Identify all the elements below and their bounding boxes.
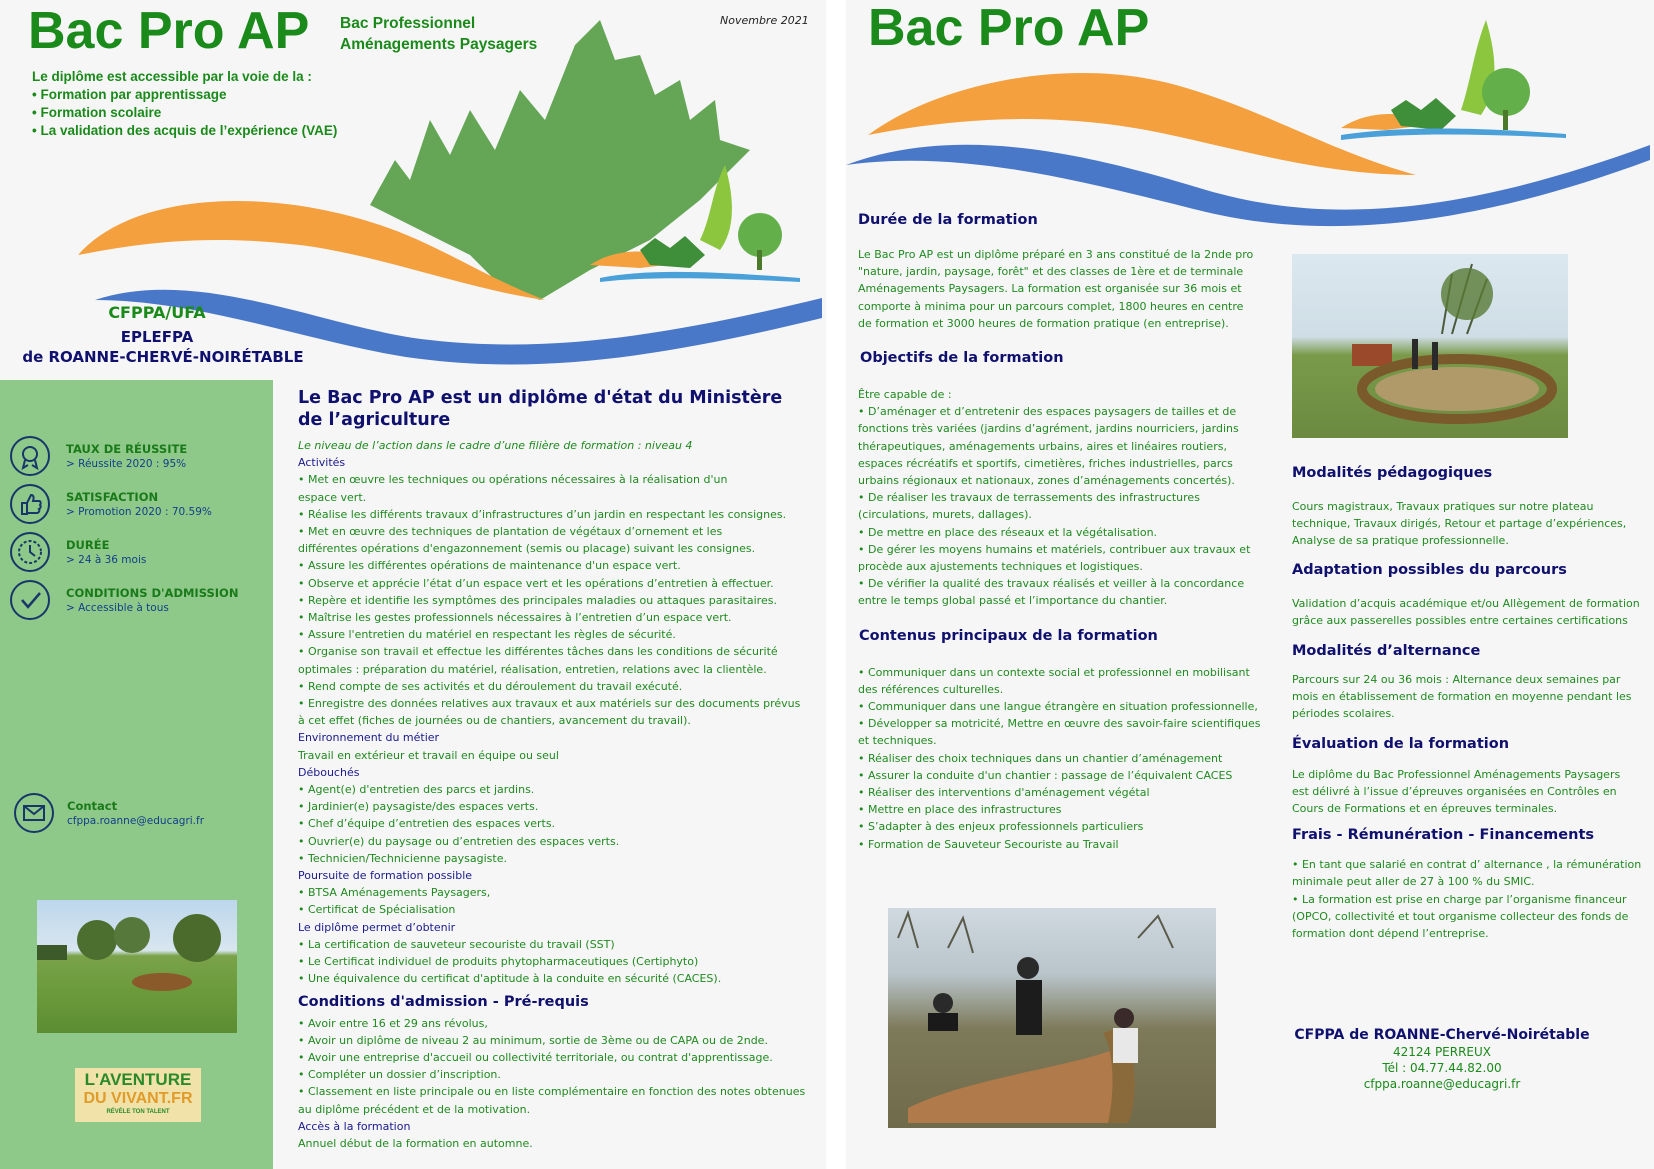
acces-text: Annuel début de la formation en automne. <box>298 1136 533 1150</box>
alternance-text <box>1292 671 1647 723</box>
evaluation-text <box>1292 766 1647 818</box>
alternance-title: Modalités d’alternance <box>1292 643 1481 660</box>
list-item: • Communiquer dans une langue étrangère en situation professionnelle, <box>858 700 1258 714</box>
list-item: • Technicien/Technicienne paysagiste. <box>298 851 507 865</box>
list-item: • Avoir un diplôme de niveau 2 au minimum, sortie de 3ème ou de CAPA ou de 2nde. <box>298 1033 768 1047</box>
text-line: grâce aux passerelles possibles entre certaines certifications <box>1292 613 1628 627</box>
contact-email[interactable]: cfppa.roanne@educagri.fr <box>67 815 205 827</box>
stat-value: > 24 à 36 mois <box>66 554 147 566</box>
list-item: • Réaliser des interventions d'aménagement végétal <box>858 786 1150 800</box>
list-item: • Une équivalence du certificat d'aptitude à la conduite en sécurité (CACES). <box>298 972 722 986</box>
main-heading-line1: Le Bac Pro AP est un diplôme d'état du Ministère <box>298 388 783 408</box>
text-line: Cours magistraux, Travaux pratiques sur notre plateau <box>1292 500 1594 513</box>
text-line: (OPCO, collectivité et tout organisme collecteur des fonds de <box>1292 909 1629 923</box>
duree-text <box>858 246 1258 332</box>
right-column <box>1292 465 1647 942</box>
list-item: • Classement en liste principale ou en liste complémentaire en fonction des notes obtenues <box>298 1085 806 1099</box>
list-item: optimales : préparation du matériel, réalisation, entretien, relations avec la clientèle. <box>298 662 767 676</box>
list-item: • De réaliser les travaux de terrassements des infrastructures <box>858 491 1200 505</box>
footer-tel: Tél : 04.77.44.82.00 <box>1382 1061 1502 1075</box>
list-item: thérapeutiques, aménagements urbains, aires et linéaires routiers, <box>858 439 1227 453</box>
list-item: • Agent(e) d'entretien des parcs et jardins. <box>298 783 535 797</box>
stat-value: > Accessible à tous <box>66 602 169 614</box>
org-line1: CFPPA/UFA <box>108 303 206 322</box>
list-item: • Jardinier(e) paysagiste/des espaces verts. <box>298 800 539 814</box>
modalites-title: Modalités pédagogiques <box>1292 465 1493 481</box>
text-line: Le Bac Pro AP est un diplôme préparé en 3 ans constitué de la 2nde pro <box>858 248 1254 261</box>
list-item: • Formation de Sauveteur Secouriste au Travail <box>858 837 1119 851</box>
list-item: différentes opérations d'engazonnement (semis ou placage) suivant les consignes. <box>298 542 756 556</box>
text-line: est délivré à l’issue d’épreuves organisées en Contrôles en <box>1292 784 1617 798</box>
contenus-title: Contenus principaux de la formation <box>859 627 1158 644</box>
org-block <box>0 303 326 367</box>
conditions-title: Conditions d'admission - Pré-requis <box>298 993 589 1010</box>
activities-title: Activités <box>298 456 346 470</box>
contenus-list <box>858 664 1261 853</box>
stat-value: > Réussite 2020 : 95% <box>66 458 187 470</box>
main-heading <box>298 387 823 431</box>
list-item: • BTSA Aménagements Paysagers, <box>298 886 491 900</box>
stat-label: SATISFACTION <box>66 490 159 504</box>
debouches-title: Débouchés <box>298 765 360 779</box>
list-item: urbains régionaux et nationaux, zones d’aménagements concertés). <box>858 474 1235 488</box>
activities-list <box>298 471 823 729</box>
list-item: • Communiquer dans un contexte social et professionnel en mobilisant <box>858 665 1250 679</box>
stat-label: TAUX DE RÉUSSITE <box>66 442 188 456</box>
list-item: • Observe et apprécie l’état d’un espace vert et les opérations d’entretien à effectuer. <box>298 576 774 590</box>
text-line: mois en établissement de formation en moyenne pendant les <box>1292 690 1632 704</box>
modalites-text <box>1292 498 1647 550</box>
permet-title: Le diplôme permet d’obtenir <box>298 920 456 934</box>
stat-value: > Promotion 2020 : 70.59% <box>66 506 212 518</box>
list-item: • Le Certificat individuel de produits phytopharmaceutiques (Certiphyto) <box>298 955 699 969</box>
list-item: (circulations, murets, dallages). <box>858 508 1032 522</box>
list-item: • Assure les différentes opérations de maintenance d'un espace vert. <box>298 559 681 573</box>
list-item: • Organise son travail et effectue les différentes tâches dans les conditions de sécurité <box>298 645 778 659</box>
subtitle-line2: Aménagements Paysagers <box>340 36 538 53</box>
list-item: • Enregistre des données relatives aux travaux et aux matériels sur des documents prévus <box>298 697 801 711</box>
env-text: Travail en extérieur et travail en équipe ou seul <box>298 748 559 762</box>
org-line2: EPLEFPA <box>120 328 194 346</box>
aventure-du-vivant-logo <box>75 1068 201 1122</box>
list-item: • Réaliser des choix techniques dans un chantier d’aménagement <box>858 751 1223 765</box>
footer-city: 42124 PERREUX <box>1392 1045 1492 1059</box>
list-item: • Certificat de Spécialisation <box>298 903 456 917</box>
permet-list <box>298 936 823 988</box>
list-item: • Repère et identifie les symptômes des principales maladies ou attaques parasitaires. <box>298 593 777 607</box>
main-heading-line2: de l’agriculture <box>298 410 451 430</box>
text-line: formation dont dépend l’entreprise. <box>1292 927 1489 941</box>
list-item: • Met en œuvre les techniques ou opérations nécessaires à la réalisation d'un <box>298 473 728 487</box>
checkmark-icon <box>10 580 50 620</box>
list-item: • D’aménager et d’entretenir des espaces paysagers de tailles et de <box>858 405 1237 419</box>
list-item: • Rend compte de ses activités et du déroulement du travail exécuté. <box>298 679 683 693</box>
small-landscape-emblem <box>1341 20 1566 140</box>
subtitle-line1: Bac Professionnel <box>340 15 476 32</box>
list-item: • Chef d’équipe d’entretien des espaces verts. <box>298 817 556 831</box>
list-item: et techniques. <box>858 734 937 748</box>
clock-icon <box>10 532 50 572</box>
list-item: fonctions très variées (jardins d’agrément, jardins nourriciers, jardins <box>858 422 1239 436</box>
adaptation-title: Adaptation possibles du parcours <box>1292 561 1567 578</box>
text-line: de formation et 3000 heures de formation pratique (en entreprise). <box>858 316 1229 330</box>
org-line3: de ROANNE-CHERVÉ-NOIRÉTABLE <box>22 348 304 366</box>
text-line: comporte à minima pour un parcours complet, 1800 heures en centre <box>858 299 1244 313</box>
brand-title: Bac Pro AP <box>28 2 310 60</box>
main-column <box>298 387 823 1152</box>
list-item: • De gérer les moyens humains et matériels, contribuer aux travaux et <box>858 542 1251 556</box>
text-line: • En tant que salarié en contrat d’ alternance , la rémunération <box>1292 858 1642 872</box>
level-text: Le niveau de l’action dans le cadre d’une filière de formation : niveau 4 <box>298 439 693 452</box>
poursuite-list <box>298 884 823 918</box>
access-list <box>32 68 337 140</box>
students-working-photo <box>888 908 1216 1128</box>
access-item: • La validation des acquis de l’expérience (VAE) <box>32 123 338 138</box>
list-item: des références culturelles. <box>858 682 1004 696</box>
logo-line3: RÉVÈLE TON TALENT <box>106 1109 170 1115</box>
text-line: Cours de Formations et en épreuves terminales. <box>1292 802 1558 816</box>
debouches-list <box>298 781 823 867</box>
objectifs-title: Objectifs de la formation <box>860 350 1064 367</box>
list-item: • Avoir une entreprise d'accueil ou collectivité territoriale, ou contrat d'apprentissage. <box>298 1050 773 1064</box>
adaptation-text <box>1292 595 1647 629</box>
date-label: Novembre 2021 <box>720 14 809 27</box>
text-line: périodes scolaires. <box>1292 707 1395 721</box>
list-item: • Avoir entre 16 et 29 ans révolus, <box>298 1016 488 1030</box>
poursuite-title: Poursuite de formation possible <box>298 869 473 883</box>
acces-title: Accès à la formation <box>298 1119 411 1133</box>
access-item: • Formation scolaire <box>32 105 162 120</box>
thumbs-up-icon <box>10 484 50 524</box>
left-column <box>858 212 1261 853</box>
list-item: • La certification de sauveteur secouriste du travail (SST) <box>298 937 615 951</box>
list-item: • S’adapter à des enjeux professionnels particuliers <box>858 820 1144 834</box>
list-item: au diplôme précédent et de la motivation. <box>298 1102 531 1116</box>
contact-label: Contact <box>67 799 118 813</box>
garden-lawn-photo <box>37 900 237 1033</box>
list-item: • Développer sa motricité, Mettre en œuvre des savoir-faire scientifiques <box>858 717 1261 731</box>
list-item: espace vert. <box>298 490 367 504</box>
text-line: Validation d’acquis académique et/ou Allègement de formation <box>1292 596 1640 610</box>
text-line: technique, Travaux dirigés, Retour et partage d’expériences, <box>1292 517 1627 531</box>
list-item: • Ouvrier(e) du paysage ou d’entretien des espaces verts. <box>298 834 620 848</box>
list-item: • Maîtrise les gestes professionnels nécessaires à l’entretien d’un espace vert. <box>298 611 732 625</box>
construction-site-photo <box>1292 254 1568 438</box>
logo-line2: DU VIVANT.FR <box>83 1090 193 1107</box>
footer-name: CFPPA de ROANNE-Chervé-Noirétable <box>1294 1027 1590 1043</box>
text-line: Aménagements Paysagers. La formation est organisée sur 36 mois et <box>858 282 1242 296</box>
evaluation-title: Évaluation de la formation <box>1292 735 1510 752</box>
frais-text <box>1292 856 1647 942</box>
list-item: • Réalise les différents travaux d’infrastructures d’un jardin en respectant les consignes. <box>298 507 787 521</box>
text-line: • La formation est prise en charge par l’organisme financeur <box>1292 892 1627 906</box>
list-item: • Assure l'entretien du matériel en respectant les règles de sécurité. <box>298 628 676 642</box>
conditions-list <box>298 1015 823 1118</box>
logo-line1: L'AVENTURE <box>84 1070 192 1089</box>
stat-label: DURÉE <box>66 538 110 552</box>
list-item: • De vérifier la qualité des travaux réalisés et veiller à la concordance <box>858 577 1245 591</box>
list-item: à cet effet (fiches de journées ou de chantiers, avancement du travail). <box>298 714 691 728</box>
page-verso <box>846 0 1654 1169</box>
list-item: • Assurer la conduite d'un chantier : passage de l’équivalent CACES <box>858 768 1233 782</box>
access-intro: Le diplôme est accessible par la voie de la : <box>32 69 312 84</box>
access-item: • Formation par apprentissage <box>32 87 227 102</box>
list-item: espaces récréatifs et sportifs, cimetières, friches industrielles, parcs <box>858 456 1233 470</box>
text-line: Analyse de sa pratique professionnelle. <box>1292 534 1509 548</box>
list-item: • Compléter un dossier d’inscription. <box>298 1068 501 1082</box>
list-item: • De mettre en place des réseaux et la végétalisation. <box>858 525 1158 539</box>
list-item: entre le temps global passé et l’importance du chantier. <box>858 594 1168 608</box>
frais-title: Frais - Rémunération - Financements <box>1292 827 1595 844</box>
footer-email[interactable]: cfppa.roanne@educagri.fr <box>1363 1077 1521 1091</box>
envelope-icon <box>14 793 54 833</box>
brand-subtitle <box>340 13 537 55</box>
text-line: "nature, jardin, paysage, forêt" et des classes de 1ère et de terminale <box>858 265 1244 279</box>
page-recto <box>0 0 826 1169</box>
duree-title: Durée de la formation <box>858 212 1038 228</box>
text-line: Parcours sur 24 ou 36 mois : Alternance deux semaines par <box>1292 673 1621 687</box>
award-icon <box>10 436 50 476</box>
list-item: Être capable de : <box>858 388 952 402</box>
list-item: • Met en œuvre des techniques de plantation de végétaux d’ornement et les <box>298 525 723 539</box>
env-title: Environnement du métier <box>298 731 440 745</box>
info-sidebar <box>0 380 273 1169</box>
list-item: • Mettre en place des infrastructures <box>858 803 1062 817</box>
list-item: procède aux ajustements techniques et logistiques. <box>858 560 1143 574</box>
text-line: minimale peut aller de 27 à 100 % du SMIC. <box>1292 875 1535 889</box>
brand-title: Bac Pro AP <box>868 0 1150 57</box>
stat-label: CONDITIONS D'ADMISSION <box>66 586 239 600</box>
objectifs-list <box>858 386 1258 610</box>
footer-address <box>1292 1026 1592 1092</box>
text-line: Le diplôme du Bac Professionnel Aménagements Paysagers <box>1292 767 1621 781</box>
